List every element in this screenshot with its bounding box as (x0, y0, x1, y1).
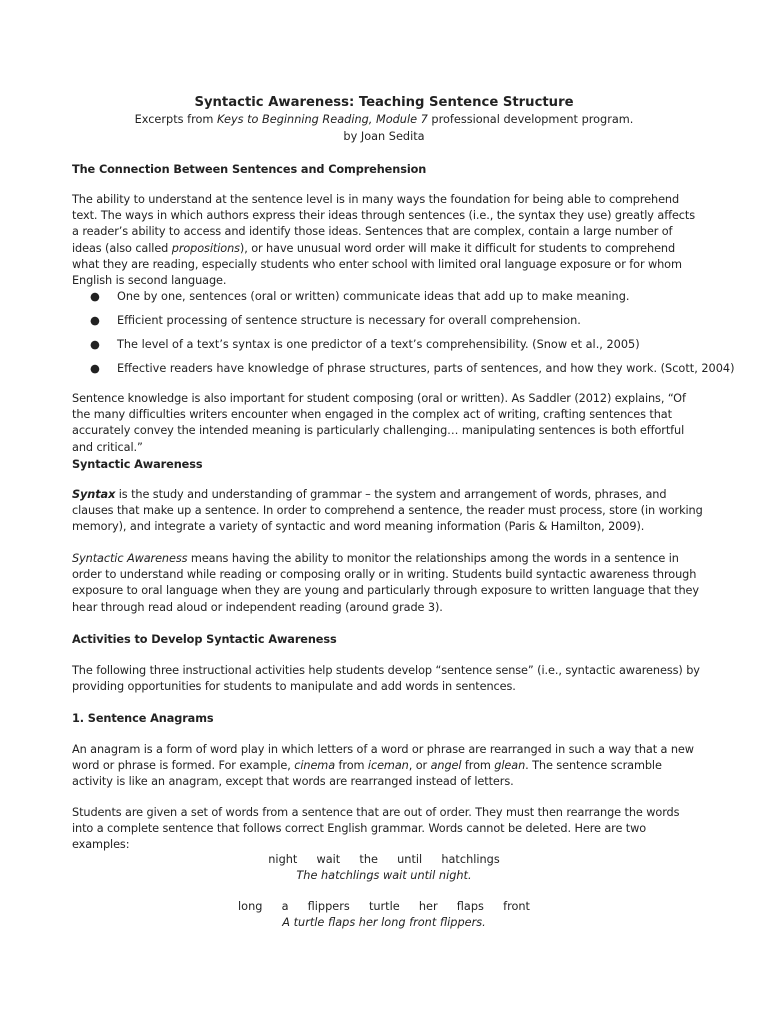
example-answer (72, 868, 696, 884)
example-word: cinema (294, 759, 336, 773)
example-scrambled-words: night wait the until hatchlings (268, 853, 500, 866)
bullet-dot-icon: ● (90, 314, 100, 327)
paragraph-text: An anagram is a form of word play in which letters of a word or phrase are rearranged in such a way that a new word or phrase is formed. For example, (72, 743, 694, 773)
example-scrambled-words: long a flippers turtle her flaps front (238, 900, 530, 913)
section-heading-connection: The Connection Between Sentences and Comprehension (72, 163, 427, 176)
paragraph-text: . The sentence scramble activity is like an anagram, except that words are rearranged instead of letters. (72, 759, 662, 789)
paragraph-activities: The following three instructional activities help students develop “sentence sense” (i.e., syntactic awareness) by providing opportunities for students to manipulate and add words in sentences. (72, 664, 700, 694)
paragraph-syntax (72, 487, 704, 536)
paragraph-text: means having the ability to monitor the relationships among the words in a sentence in order to understand while reading or composing orally or in writing. Students build syntactic awareness through exposure to oral language when they are young and particularly through exposure to written language that they hear through read aloud or independent reading (around grade 3). (72, 552, 699, 614)
section-heading-activities: Activities to Develop Syntactic Awareness (72, 633, 337, 646)
paragraph-text: is the study and understanding of grammar – the system and arrangement of words, phrases, and clauses that make up a sentence. In order to comprehend a sentence, the reader must process, store (in working memory), and integrate a variety of syntactic and word meaning information (Paris & Hamilton, 2009). (72, 488, 703, 534)
term-syntactic-awareness: Syntactic Awareness (72, 552, 188, 565)
paragraph-text-end: ), or have unusual word order will make it difficult for students to comprehend what they are reading, especially students who enter school with limited oral language exposure or for whom English is second language. (72, 241, 682, 288)
example-answer-text: The hatchlings wait until night. (296, 869, 472, 882)
example-answer-text: A turtle flaps her long front flippers. (282, 916, 486, 929)
section-heading-anagrams: 1. Sentence Anagrams (72, 712, 214, 725)
example-word: iceman (367, 759, 409, 773)
bullet-text: One by one, sentences (oral or written) communicate ideas that add up to make meaning. (117, 290, 630, 303)
paragraph-composing: Sentence knowledge is also important for student composing (oral or written). As Saddler (2012) explains, “Of the many difficulties writers encounter when engaged in the complex act of writing, crafting sentences that accurately convey the intended meaning is particularly challenging… manipulating sentences is both effortful and critical.” (72, 392, 686, 454)
subtitle-italic: Keys to Beginning Reading, Module 7 (216, 113, 428, 126)
document-byline: by Joan Sedita (343, 130, 425, 143)
example-word: glean (494, 759, 526, 773)
bullet-text: Effective readers have knowledge of phrase structures, parts of sentences, and how they work. (Scott, 2004) (117, 362, 735, 375)
paragraph-text: , or (408, 759, 431, 773)
paragraph-text: The ability to understand at the sentence level is in many ways the foundation for being able to comprehend text. The ways in which authors express their ideas through sentences (i.e., the syntax they use) greatly affects a reader’s ability to access and identify those ideas. Sentences that are complex, contain a large number of ideas (also called (72, 193, 696, 255)
document-subtitle (72, 113, 696, 126)
bullet-dot-icon: ● (90, 362, 100, 375)
bullet-text: Efficient processing of sentence structure is necessary for overall comprehension. (117, 314, 581, 327)
document-title: Syntactic Awareness: Teaching Sentence Structure (194, 95, 574, 110)
section-heading-syntactic-awareness: Syntactic Awareness (72, 458, 203, 471)
paragraph-anagram-instructions: Students are given a set of words from a sentence that are out of order. They must then rearrange the words into a complete sentence that follows correct English grammar. Words cannot be deleted. Here are two examples: (72, 806, 680, 852)
subtitle-text-end: professional development program. (427, 113, 634, 126)
example-word: angel (430, 759, 462, 773)
bullet-dot-icon: ● (90, 290, 100, 303)
term-syntax: Syntax (72, 488, 116, 501)
paragraph-intro (72, 192, 704, 289)
paragraph-anagram-definition (72, 742, 704, 791)
example-answer (72, 915, 696, 931)
paragraph-text: from (461, 759, 495, 773)
paragraph-italic: propositions (171, 241, 240, 255)
bullet-text: The level of a text’s syntax is one predictor of a text’s comprehensibility. (Snow et al., 2005) (117, 338, 640, 351)
paragraph-syntactic-awareness (72, 551, 704, 616)
bullet-dot-icon: ● (90, 338, 100, 351)
subtitle-text: Excerpts from (134, 113, 217, 126)
paragraph-text: from (335, 759, 368, 773)
